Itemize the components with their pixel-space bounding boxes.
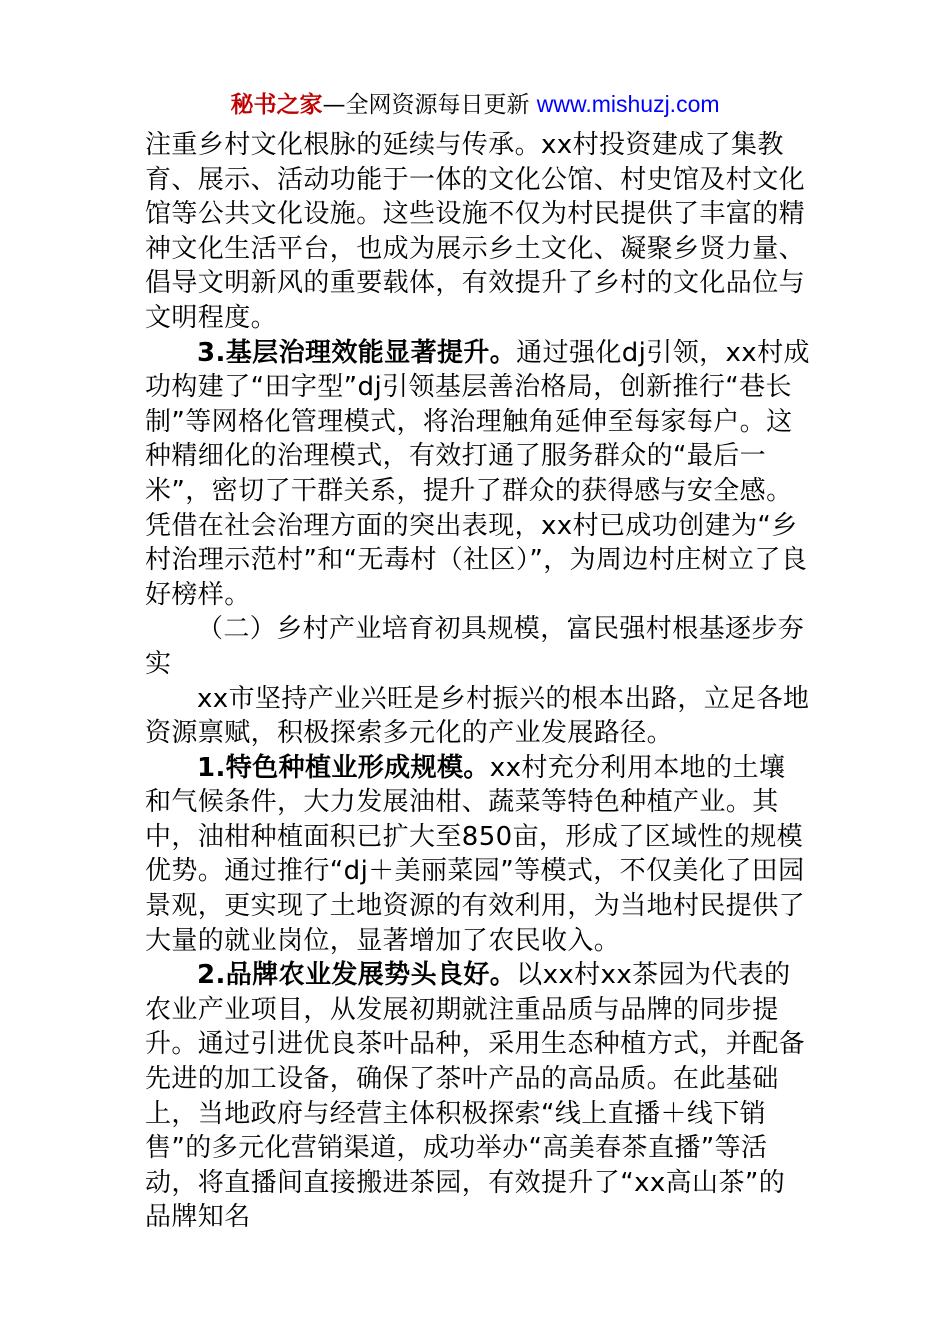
paragraph-heading: 2.品牌农业发展势头良好。 [197, 960, 517, 991]
paragraph-text: xx村充分利用本地的土壤和气候条件，大力发展油柑、蔬菜等特色种植产业。其中，油柑种植面积已扩大至850亩，形成了区域性的规模优势。通过推行“dj＋美丽菜园”等模式，不仅美化了田园景观，更实现了土地资源的有效利用，为当地村民提供了大量的就业岗位，显著增加了农民收入。 [145, 752, 806, 956]
paragraph-industry-intro [145, 682, 810, 751]
paragraph-governance [145, 336, 810, 613]
paragraph-text: 注重乡村文化根脉的延续与传承。xx村投资建成了集教育、展示、活动功能于一体的文化公馆、村史馆及村文化馆等公共文化设施。这些设施不仅为村民提供了丰富的精神文化生活平台，也成为展示乡土文化、凝聚乡贤力量、倡导文明新风的重要载体，有效提升了乡村的文化品位与文明程度。 [145, 130, 806, 333]
section-heading-text: （二）乡村产业培育初具规模，富民强村根基逐步夯实 [145, 614, 805, 679]
paragraph-text: 通过强化dj引领，xx村成功构建了“田字型”dj引领基层善治格局，创新推行“巷长制”等网格化管理模式，将治理触角延伸至每家每户。这种精细化的治理模式，有效打通了服务群众的“最后一米”，密切了干群关系，提升了群众的获得感与安全感。凭借在社会治理方面的突出表现，xx村已成功创建为“乡村治理示范村”和“无毒村（社区）”，为周边村庄树立了良好榜样。 [145, 337, 810, 610]
paragraph-heading: 3.基层治理效能显著提升。 [197, 337, 517, 368]
paragraph-heading: 1.特色种植业形成规模。 [197, 752, 490, 783]
document-body [145, 128, 810, 1235]
paragraph-planting [145, 751, 810, 959]
paragraph-brand-agriculture [145, 958, 810, 1235]
site-url-link[interactable]: www.mishuzj.com [536, 91, 720, 117]
site-header [0, 88, 950, 121]
paragraph-text: 以xx村xx茶园为代表的农业产业项目，从发展初期就注重品质与品牌的同步提升。通过引进优良茶叶品种，采用生态种植方式，并配备先进的加工设备，确保了茶叶产品的高品质。在此基础上，当地政府与经营主体积极探索“线上直播＋线下销售”的多元化营销渠道，成功举办“高美春茶直播”等活动，将直播间直接搬进茶园，有效提升了“xx高山茶”的品牌知名 [145, 960, 806, 1233]
site-brand: 秘书之家 [230, 92, 323, 118]
paragraph-text: xx市坚持产业兴旺是乡村振兴的根本出路，立足各地资源禀赋，积极探索多元化的产业发展路径。 [145, 683, 810, 749]
section-heading-industry [145, 612, 810, 681]
paragraph-culture [145, 128, 810, 336]
site-slogan: —全网资源每日更新 [322, 92, 537, 118]
